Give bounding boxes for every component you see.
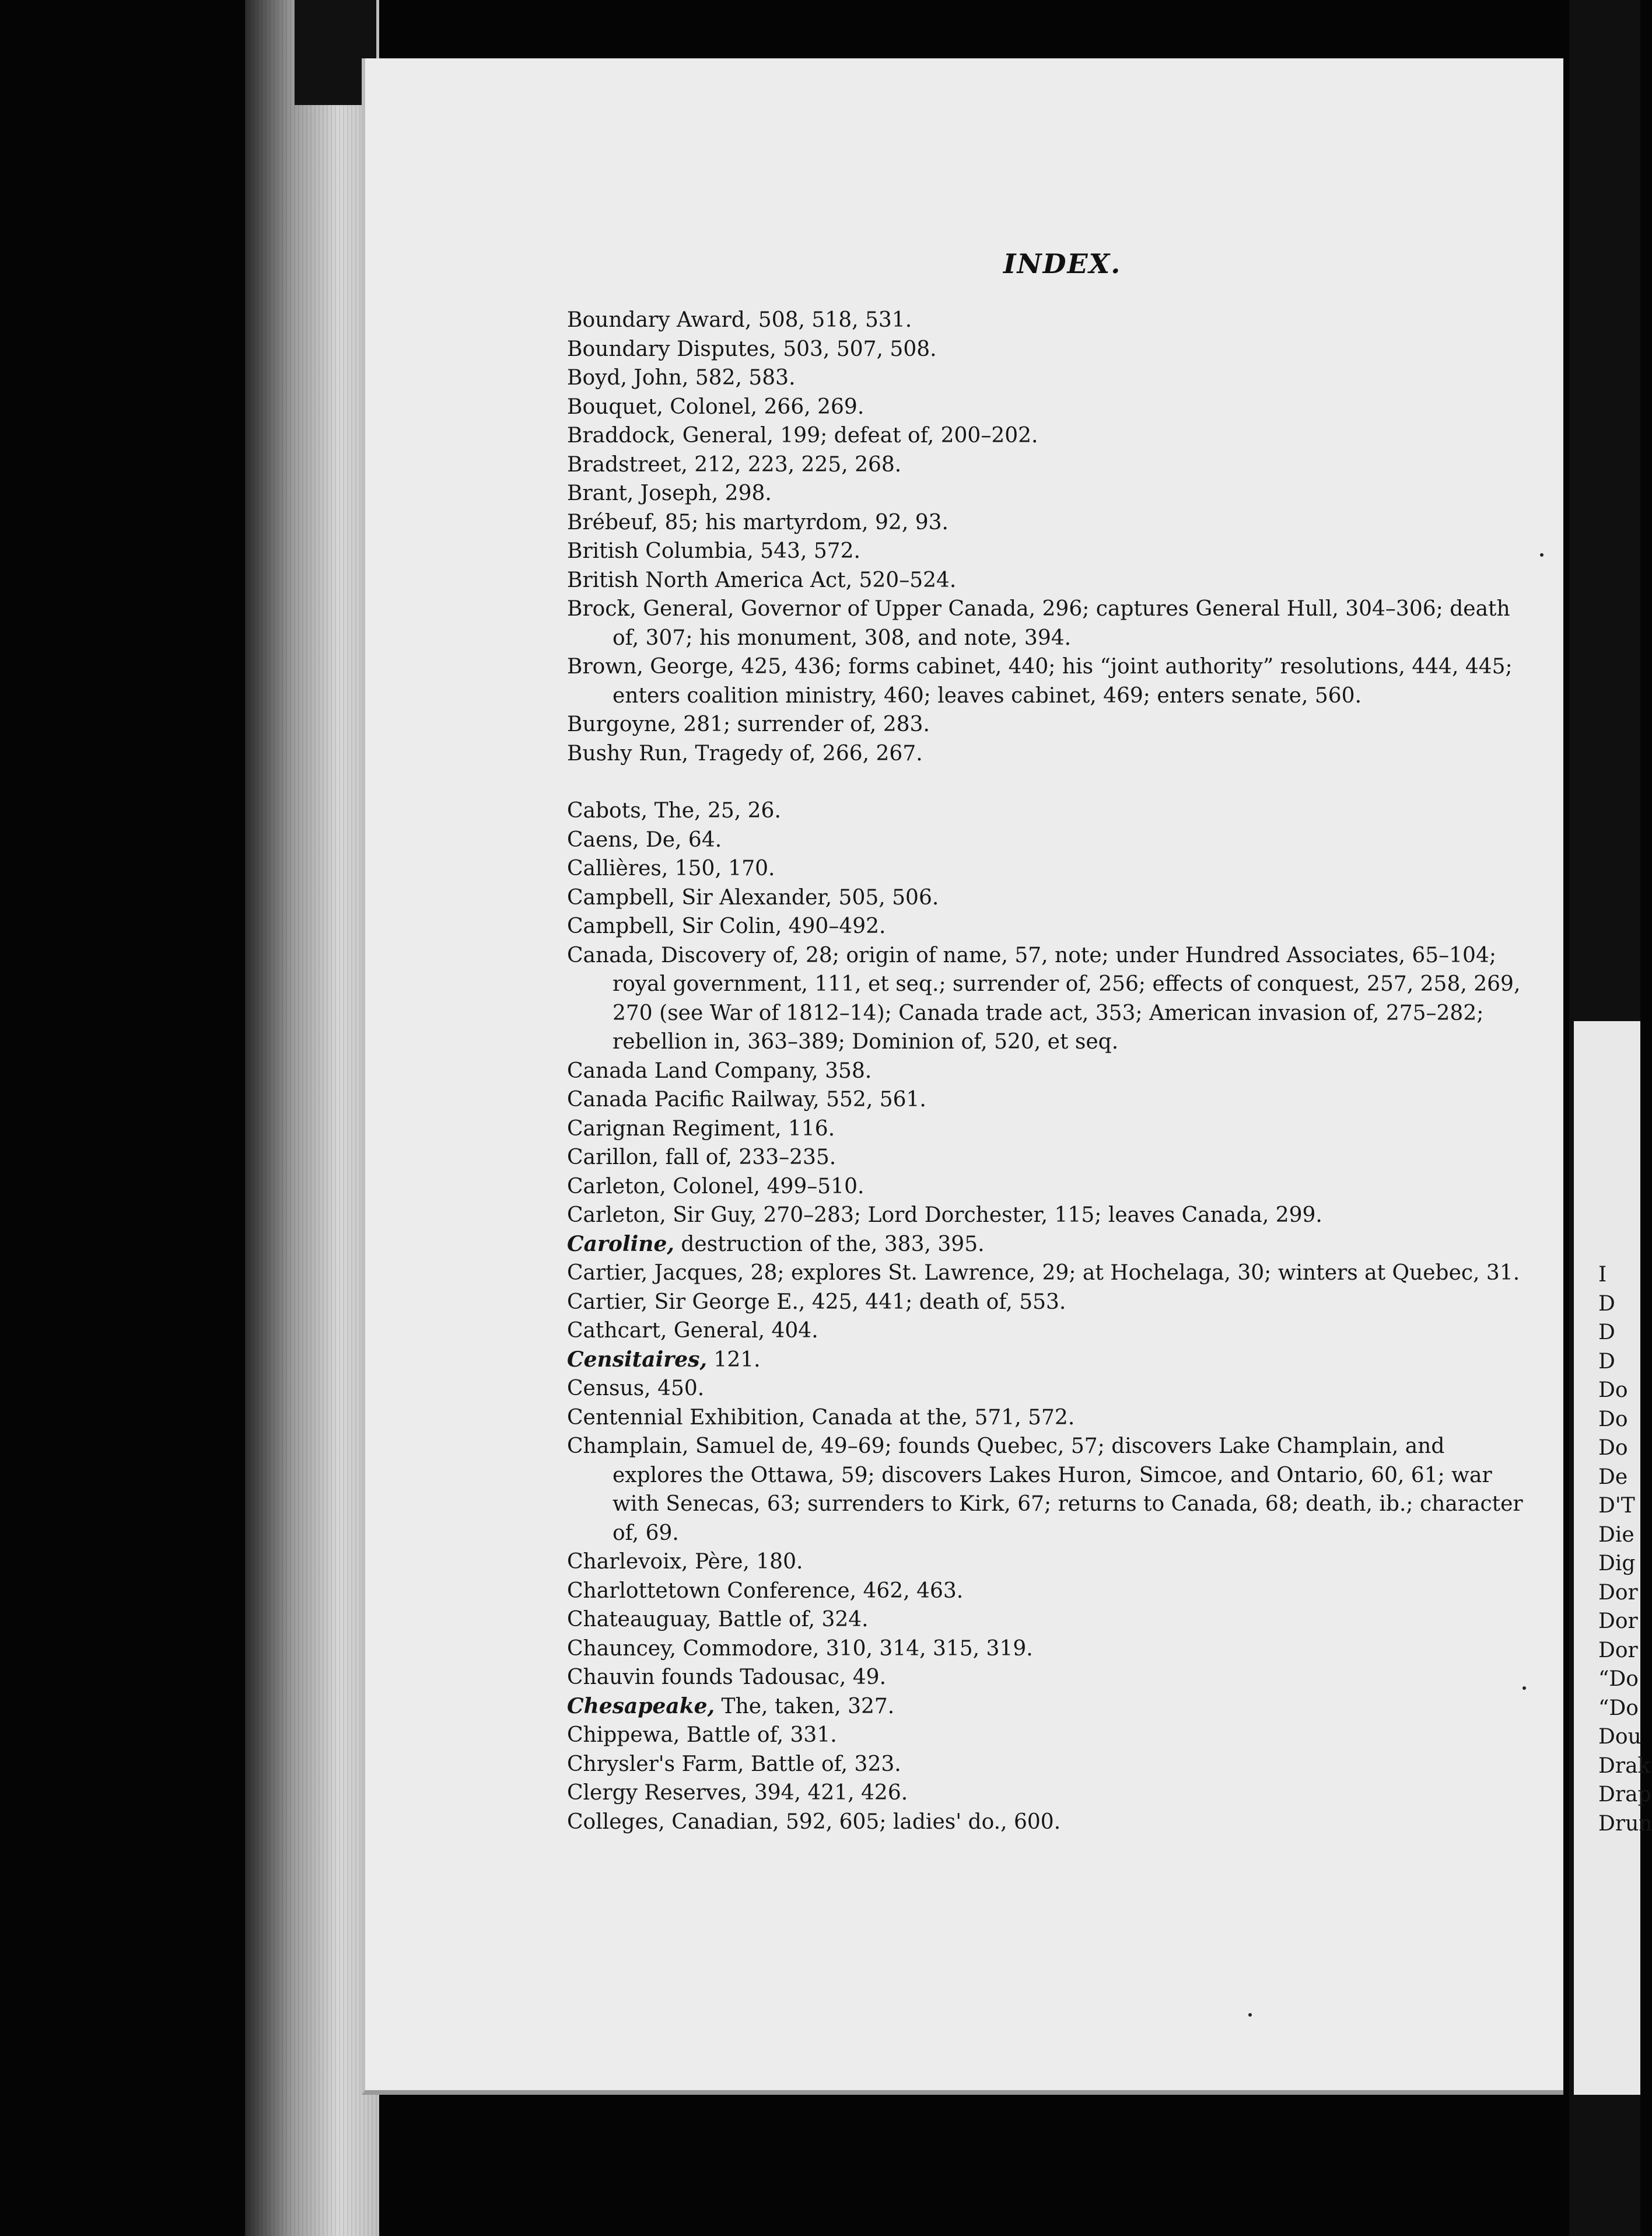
index-entry — [567, 566, 1524, 595]
index-references: Joseph, 298. — [634, 481, 772, 505]
index-entry — [567, 421, 1524, 450]
index-heading: Censitaires, — [567, 1347, 707, 1372]
index-heading: Bouquet, — [567, 394, 663, 419]
index-entry — [567, 883, 1524, 913]
index-references: Sir Alexander, 505, 506. — [675, 885, 939, 910]
index-entry — [567, 595, 1524, 652]
facing-page-fragment: Drap — [1598, 1783, 1651, 1807]
page-title: INDEX. — [1003, 248, 1122, 280]
index-references: Disputes, 503, 507, 508. — [670, 337, 937, 361]
index-references: The, 25, 26. — [648, 799, 781, 823]
facing-page-fragment: Die — [1598, 1522, 1634, 1547]
index-references: De, 64. — [639, 827, 722, 852]
index-references: Battle of, 331. — [680, 1723, 837, 1747]
index-heading: Brown, — [567, 655, 643, 679]
index-references: Colonel, 499–510. — [666, 1174, 864, 1199]
index-entry — [567, 1172, 1524, 1201]
facing-page-fragment: D — [1598, 1291, 1615, 1316]
index-entry — [567, 335, 1524, 364]
index-references: Battle of, 324. — [711, 1608, 869, 1631]
index-entry — [567, 1750, 1524, 1779]
index-entry — [567, 1057, 1524, 1086]
index-entry — [567, 1288, 1524, 1317]
index-references: George, 425, 436; forms cabinet, 440; his “joint authority” resolutions, 444, 445; enters coalition ministry, 460; leaves cabinet, 469; enters senate, 560. — [612, 655, 1513, 708]
index-heading: Campbell, — [567, 885, 676, 910]
index-heading: Burgoyne, — [567, 712, 677, 736]
index-references: The, taken, 327. — [715, 1694, 895, 1718]
index-heading: Carillon, — [567, 1145, 659, 1169]
facing-page-fragments — [1598, 1260, 1652, 1838]
index-heading: Chesapeake, — [567, 1693, 715, 1718]
index-entry — [567, 1143, 1524, 1172]
speck — [1248, 2013, 1252, 2017]
index-references: Sir Guy, 270–283; Lord Dorchester, 115; leaves Canada, 299. — [666, 1203, 1322, 1227]
index-heading: Boundary — [567, 337, 670, 361]
index-entry — [567, 941, 1524, 1057]
index-entry — [567, 479, 1524, 508]
index-heading: Carleton, — [567, 1203, 666, 1227]
page-stack-edge — [245, 0, 379, 2236]
index-references: 450. — [650, 1376, 705, 1400]
index-entry — [567, 826, 1524, 855]
index-entry — [567, 1346, 1524, 1375]
index-heading: Braddock, — [567, 424, 676, 448]
index-references: Exhibition, Canada at the, 571, 572. — [682, 1405, 1075, 1430]
facing-page-fragment: De — [1598, 1465, 1628, 1489]
index-references: Columbia, 543, 572. — [638, 539, 860, 563]
facing-page-fragment: Drak — [1598, 1753, 1651, 1778]
index-references: Canadian, 592, 605; ladies' do., 600. — [664, 1809, 1061, 1834]
index-heading: Census, — [567, 1376, 651, 1400]
index-heading: Carignan — [567, 1116, 666, 1141]
index-entry — [567, 710, 1524, 739]
facing-page-fragment: Dor — [1598, 1609, 1638, 1633]
index-entries — [567, 306, 1524, 1836]
facing-page-fragment: D — [1598, 1349, 1615, 1374]
index-heading: British — [567, 568, 639, 592]
index-entry — [567, 450, 1524, 480]
index-heading: Cartier, — [567, 1290, 648, 1314]
index-entry — [567, 652, 1524, 710]
index-references: Samuel de, 49–69; founds Quebec, 57; discovers Lake Champlain, and explores the Ottawa, 59; discovers Lakes Huron, Simcoe, and Ontario, 60, 61; war with Senecas, 63; surrenders to Kirk, 67; returns to Canada, 68; death, ib.; character of, 69. — [612, 1434, 1523, 1545]
index-heading: Chauvin — [567, 1665, 655, 1689]
index-entry — [567, 1547, 1524, 1577]
index-entry — [567, 306, 1524, 335]
index-references: 281; surrender of, 283. — [676, 712, 930, 736]
index-references: fall of, 233–235. — [659, 1145, 836, 1169]
index-entry — [567, 393, 1524, 422]
index-references: John, 582, 583. — [626, 366, 796, 390]
index-references: Sir George E., 425, 441; death of, 553. — [648, 1290, 1066, 1314]
index-heading: Caens, — [567, 827, 639, 852]
speck — [1540, 553, 1544, 557]
index-references: 150, 170. — [668, 857, 775, 881]
index-heading: Cabots, — [567, 799, 648, 823]
index-references: General, Governor of Upper Canada, 296; captures General Hull, 304–306; death of, 307; his monument, 308, and note, 394. — [612, 597, 1510, 650]
index-references: Run, Tragedy of, 266, 267. — [632, 741, 923, 766]
index-heading: Clergy — [567, 1781, 638, 1805]
index-entry — [567, 1316, 1524, 1346]
index-entry — [567, 912, 1524, 941]
index-references: Jacques, 28; explores St. Lawrence, 29; at Hochelaga, 30; winters at Quebec, 31. — [648, 1261, 1520, 1285]
facing-page-fragment: Dor — [1598, 1580, 1638, 1605]
index-references: Conference, 462, 463. — [720, 1578, 964, 1603]
index-heading: British — [567, 539, 639, 563]
index-heading: Charlevoix, — [567, 1550, 688, 1574]
index-heading: Chauncey, — [567, 1636, 677, 1661]
index-heading: Canada, — [567, 943, 654, 967]
index-heading: Colleges, — [567, 1809, 665, 1834]
facing-page-fragment: D — [1598, 1320, 1615, 1344]
facing-page-fragment: “Do — [1598, 1667, 1639, 1691]
index-entry — [567, 1721, 1524, 1750]
index-heading: Bradstreet, — [567, 452, 688, 477]
index-references: Discovery of, 28; origin of name, 57, note; under Hundred Associates, 65–104; royal government, 111, et seq.; surrender of, 256; effects of conquest, 257, 258, 269, 270 (see War of 1812–14); Canada trade act, 353; American invasion of, 275–282; rebellion in, 363–389; Dominion of, 520, et seq. — [612, 943, 1521, 1054]
facing-page-fragment: D'T — [1598, 1494, 1635, 1518]
facing-page-fragment: “Do — [1598, 1696, 1639, 1720]
index-entry — [567, 1577, 1524, 1606]
index-references: Colonel, 266, 269. — [663, 394, 864, 419]
index-entry — [567, 1432, 1524, 1547]
index-heading: Cathcart, — [567, 1319, 667, 1343]
index-heading: Brant, — [567, 481, 634, 505]
index-entry — [567, 1605, 1524, 1634]
index-entry — [567, 1779, 1524, 1808]
facing-page-fragment: Drun — [1598, 1811, 1652, 1836]
index-entry — [567, 1085, 1524, 1114]
index-references: 212, 223, 225, 268. — [687, 452, 902, 477]
index-heading: Canada — [567, 1088, 648, 1112]
index-heading: Chateauguay, — [567, 1608, 712, 1631]
index-references: Reserves, 394, 421, 426. — [637, 1781, 908, 1805]
facing-page-fragment: Do — [1598, 1378, 1628, 1402]
index-entry — [567, 854, 1524, 883]
index-heading: Caroline, — [567, 1231, 674, 1256]
index-entry — [567, 1692, 1524, 1721]
index-entry — [567, 537, 1524, 566]
index-entry — [567, 1663, 1524, 1692]
index-references: Pacific Railway, 552, 561. — [648, 1088, 926, 1112]
index-heading: Chrysler's — [567, 1752, 676, 1776]
index-references: founds Tadousac, 49. — [654, 1665, 887, 1689]
index-entry — [567, 508, 1524, 537]
index-heading: Campbell, — [567, 914, 676, 938]
facing-page-fragment: Do — [1598, 1407, 1628, 1431]
index-references: destruction of the, 383, 395. — [674, 1232, 985, 1256]
facing-page-fragment: Dou — [1598, 1725, 1642, 1749]
facing-page-fragment: Do — [1598, 1436, 1628, 1460]
index-entry — [567, 1259, 1524, 1288]
index-references: Sir Colin, 490–492. — [675, 914, 886, 938]
index-heading: Cartier, — [567, 1261, 648, 1285]
index-entry — [567, 1201, 1524, 1230]
index-entry — [567, 739, 1524, 768]
index-heading: Brock, — [567, 597, 636, 621]
index-heading: Charlottetown — [567, 1578, 720, 1603]
index-references: General, 404. — [667, 1319, 818, 1343]
index-heading: Centennial — [567, 1405, 683, 1430]
index-references: Commodore, 310, 314, 315, 319. — [676, 1636, 1033, 1661]
index-entry — [567, 1808, 1524, 1837]
index-heading: Brébeuf, — [567, 510, 658, 534]
index-heading: Champlain, — [567, 1434, 689, 1458]
speck — [1522, 1686, 1526, 1690]
index-heading: Carleton, — [567, 1174, 666, 1199]
index-entry — [567, 796, 1524, 826]
index-heading: Chippewa, — [567, 1723, 680, 1747]
index-entry — [567, 1230, 1524, 1259]
index-references: Père, 180. — [688, 1550, 803, 1574]
facing-page-fragment: Dor — [1598, 1638, 1638, 1662]
facing-page-fragment: Dig — [1598, 1552, 1636, 1575]
index-references: Land Company, 358. — [648, 1058, 872, 1083]
index-entry — [567, 364, 1524, 393]
index-heading: Boyd, — [567, 366, 627, 390]
index-entry — [567, 1374, 1524, 1403]
index-heading: Callières, — [567, 857, 668, 881]
index-references: General, 199; defeat of, 200–202. — [676, 424, 1038, 448]
index-heading: Bushy — [567, 741, 632, 766]
index-references: North America Act, 520–524. — [638, 568, 957, 592]
facing-page-fragment: I — [1598, 1263, 1607, 1287]
index-references: 121. — [706, 1347, 761, 1372]
index-heading: Canada — [567, 1058, 648, 1083]
index-entry — [567, 1634, 1524, 1664]
index-references: Farm, Battle of, 323. — [675, 1752, 901, 1776]
index-entry — [567, 1403, 1524, 1433]
index-references: Award, 508, 518, 531. — [670, 308, 912, 332]
index-heading: Boundary — [567, 308, 670, 332]
index-references: 85; his martyrdom, 92, 93. — [658, 510, 949, 534]
index-entry — [567, 1114, 1524, 1144]
index-references: Regiment, 116. — [665, 1116, 835, 1141]
